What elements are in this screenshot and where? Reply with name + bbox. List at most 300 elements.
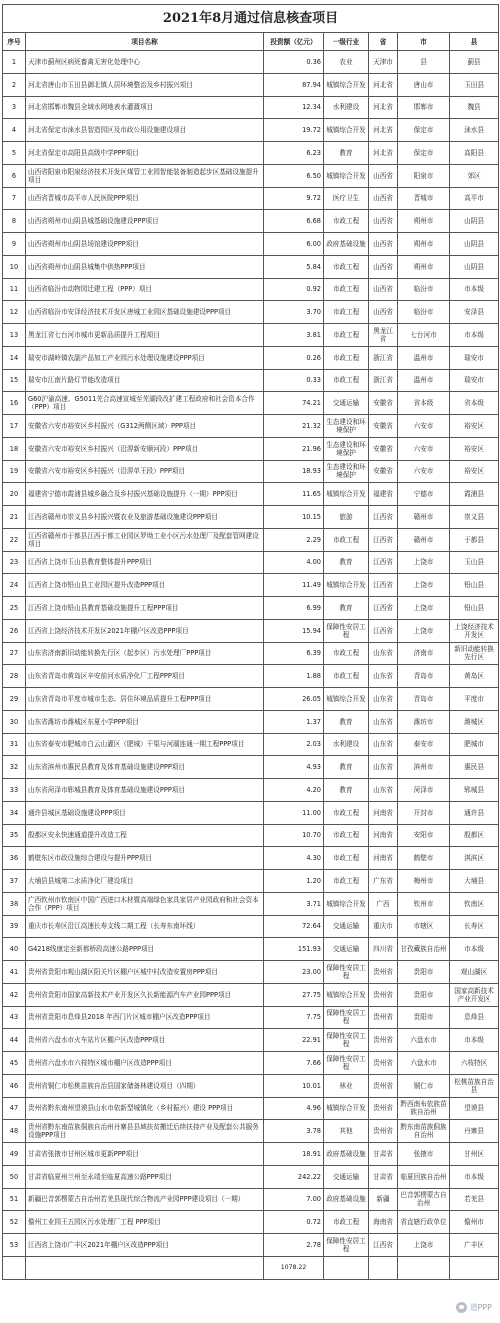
county: 崇义县 [450,506,499,529]
row-index: 51 [3,1188,26,1211]
province: 江西省 [369,1234,398,1257]
city: 保定市 [398,142,450,165]
table-row [3,369,499,392]
row-index: 14 [3,346,26,369]
city: 省直辖行政单位 [398,1211,450,1234]
total-cell-empty [450,1256,499,1279]
row-index: 9 [3,233,26,256]
province: 广西 [369,892,398,915]
city: 临汾市 [398,301,450,324]
table-row [3,597,499,620]
project-name: 山西省晋城市高平市人民医院PPP项目 [26,187,264,210]
row-index: 39 [3,915,26,938]
row-index: 12 [3,301,26,324]
row-index: 25 [3,597,26,620]
province: 江西省 [369,597,398,620]
province: 贵州省 [369,1120,398,1143]
table-row [3,1211,499,1234]
table-row [3,233,499,256]
industry: 市政工程 [324,346,369,369]
investment-amount: 3.78 [264,1120,324,1143]
province: 黑龙江省 [369,324,398,347]
city: 朔州市 [398,233,450,256]
industry: 政府基础设施 [324,1143,369,1166]
province: 贵州省 [369,1052,398,1075]
table-row [3,915,499,938]
table-row [3,938,499,961]
header-cell-index: 序号 [3,33,26,51]
province: 山西省 [369,187,398,210]
industry: 保障性安居工程 [324,961,369,984]
city: 阳泉市 [398,164,450,187]
county: 裕安区 [450,437,499,460]
investment-amount: 18.93 [264,460,324,483]
investment-amount: 2.03 [264,733,324,756]
row-index: 20 [3,483,26,506]
industry: 市政工程 [324,1211,369,1234]
row-index: 35 [3,824,26,847]
row-index: 45 [3,1052,26,1075]
city: 上饶市 [398,551,450,574]
table-row [3,346,499,369]
project-name: 贵州省贵阳市国家高新技术产业开发区久长新能源汽车产业园PPP项目 [26,983,264,1006]
report-sheet [2,4,498,1280]
investment-amount: 15.94 [264,619,324,642]
industry: 保障性安居工程 [324,1006,369,1029]
county: 裕安区 [450,460,499,483]
table-row [3,73,499,96]
province: 贵州省 [369,961,398,984]
table-row [3,779,499,802]
industry: 市政工程 [324,255,369,278]
county: 甘州区 [450,1143,499,1166]
table-row [3,278,499,301]
project-name: 天津市蓟州区病死畜禽无害化处理中心 [26,51,264,74]
investment-amount: 21.32 [264,415,324,438]
row-index: 21 [3,506,26,529]
row-index: 3 [3,96,26,119]
row-index: 30 [3,710,26,733]
industry: 教育 [324,710,369,733]
province: 福建省 [369,483,398,506]
investment-amount: 1.20 [264,870,324,893]
project-name: 通许县城区基础设施建设PPP项目 [26,801,264,824]
header-cell-city: 市 [398,33,450,51]
row-index: 40 [3,938,26,961]
header-cell-industry: 一级行业 [324,33,369,51]
total-cell-empty [369,1256,398,1279]
table-row [3,1165,499,1188]
table-row [3,1120,499,1143]
table-row [3,142,499,165]
industry: 旅游 [324,506,369,529]
table-row [3,1188,499,1211]
project-name: 河北省保定市涞水县智造园区及市政公用设施建设项目 [26,119,264,142]
county: 瑞安市 [450,369,499,392]
wechat-icon [456,1302,467,1313]
project-name: 江西省赣州市崇义县乡村振兴暨农业及旅游基础设施建设PPP项目 [26,506,264,529]
investment-amount: 19.72 [264,119,324,142]
county: 玉山县 [450,551,499,574]
total-cell-empty [324,1256,369,1279]
table-row [3,642,499,665]
investment-amount: 21.96 [264,437,324,460]
province: 贵州省 [369,1074,398,1097]
table-row [3,961,499,984]
investment-amount: 23.00 [264,961,324,984]
row-index: 46 [3,1074,26,1097]
county: 平度市 [450,688,499,711]
investment-amount: 4.93 [264,756,324,779]
city: 泰安市 [398,733,450,756]
county: 松桃苗族自治县 [450,1074,499,1097]
industry: 医疗卫生 [324,187,369,210]
table-row [3,1234,499,1257]
row-index: 28 [3,665,26,688]
province: 山西省 [369,301,398,324]
province: 甘肃省 [369,1143,398,1166]
city: 钦州市 [398,892,450,915]
project-name: 山西省临汾市动物园迁建工程（PPP）项目 [26,278,264,301]
project-name: 山东省滨州市惠民县教育及体育基础设施建设PPP项目 [26,756,264,779]
city: 临夏回族自治州 [398,1165,450,1188]
project-name: 山东省菏泽市郓城县教育及体育基础设施建设PPP项目 [26,779,264,802]
project-name: 福建省宁德市霞浦县城乡融合及乡村振兴基础设施提升（一期）PPP项目 [26,483,264,506]
row-index: 18 [3,437,26,460]
investment-amount: 2.78 [264,1234,324,1257]
county: 市本级 [450,324,499,347]
row-index: 37 [3,870,26,893]
province: 河北省 [369,119,398,142]
project-name: G60沪渝高速、G5011芜合高速宣城至芜湖段改扩建工程政府和社会资本合作（PPP）项目 [26,392,264,415]
project-name: 江西省上饶市广丰区2021年棚户区改造PPP项目 [26,1234,264,1257]
project-name: 贵州省黔东南州望谟县山水市依新型城镇化（乡村振兴）建设 PPP项目 [26,1097,264,1120]
header-cell-county: 县 [450,33,499,51]
project-name: 山西省朔州市山阴县场馆建设PPP项目 [26,233,264,256]
project-name: 重庆市长寿区沿江高速长寿支线二期工程（长寿东南环线） [26,915,264,938]
table-row [3,301,499,324]
investment-amount: 4.20 [264,779,324,802]
city: 七台河市 [398,324,450,347]
investment-amount: 10.01 [264,1074,324,1097]
table-row [3,51,499,74]
city: 巴音郭楞蒙古自治州 [398,1188,450,1211]
city: 六安市 [398,415,450,438]
project-name: 河北省邯郸市魏县全域水网地表水灌溉项目 [26,96,264,119]
table-row [3,1006,499,1029]
table-row [3,1052,499,1075]
row-index: 47 [3,1097,26,1120]
row-index: 33 [3,779,26,802]
investment-amount: 6.68 [264,210,324,233]
county: 潍城区 [450,710,499,733]
county: 六枝特区 [450,1052,499,1075]
table-row [3,847,499,870]
row-index: 34 [3,801,26,824]
county: 省本级 [450,392,499,415]
county: 广丰区 [450,1234,499,1257]
investment-amount: 3.71 [264,892,324,915]
industry: 市政工程 [324,369,369,392]
table-row [3,756,499,779]
city: 潍坊市 [398,710,450,733]
total-investment: 1078.22 [264,1256,324,1279]
city: 市辖区 [398,915,450,938]
city: 济南市 [398,642,450,665]
table-row [3,119,499,142]
city: 赣州市 [398,506,450,529]
investment-amount: 242.22 [264,1165,324,1188]
industry: 保障性安居工程 [324,1052,369,1075]
project-name: 江西省赣州市于都县江西于都工业园区罗坳工业小区污水处理厂及配套管网建设项目 [26,528,264,551]
project-name: 山西省临汾市安泽经济技术开发区唐城工业园区基础设施建设PPP项目 [26,301,264,324]
province: 甘肃省 [369,1165,398,1188]
county: 蓟县 [450,51,499,74]
industry: 市政工程 [324,301,369,324]
city: 唐山市 [398,73,450,96]
province: 安徽省 [369,460,398,483]
province: 山西省 [369,278,398,301]
province: 河北省 [369,96,398,119]
total-cell-empty [26,1256,264,1279]
investment-amount: 2.29 [264,528,324,551]
investment-amount: 22.91 [264,1029,324,1052]
county: 涞水县 [450,119,499,142]
project-name: 山东省青岛市平度市城市生态、居住环境品质提升工程PPP项目 [26,688,264,711]
industry: 保障性安居工程 [324,1234,369,1257]
table-row [3,324,499,347]
table-row [3,392,499,415]
province: 安徽省 [369,415,398,438]
industry: 生态建设和环境保护 [324,415,369,438]
investment-amount: 10.70 [264,824,324,847]
table-row [3,187,499,210]
city: 上饶市 [398,574,450,597]
city: 菏泽市 [398,779,450,802]
industry: 生态建设和环境保护 [324,437,369,460]
table-row [3,415,499,438]
project-name: 新疆巴音郭楞蒙古自治州若羌县现代综合物流产业园PPP建设项目（一期） [26,1188,264,1211]
row-index: 13 [3,324,26,347]
project-name: 山西省朔州市山阴县城集中供热PPP项目 [26,255,264,278]
investment-amount: 12.34 [264,96,324,119]
industry: 教育 [324,551,369,574]
investment-amount: 0.36 [264,51,324,74]
table-row [3,824,499,847]
header-cell-province: 省 [369,33,398,51]
industry: 农业 [324,51,369,74]
industry: 教育 [324,756,369,779]
province: 河北省 [369,142,398,165]
row-index: 6 [3,164,26,187]
row-index: 52 [3,1211,26,1234]
project-name: 江西省上饶经济技术开发区2021年棚户区改造PPP项目 [26,619,264,642]
investment-amount: 3.81 [264,324,324,347]
project-name: 瑞安市湖岭镇农副产品加工产业园污水处理设施建设PPP项目 [26,346,264,369]
table-row [3,801,499,824]
project-name: 安徽省六安市裕安区乡村振兴（沿淠单王段）PPP项目 [26,460,264,483]
total-row [3,1256,499,1279]
table-row [3,506,499,529]
city: 朔州市 [398,255,450,278]
city: 安阳市 [398,824,450,847]
county: 于都县 [450,528,499,551]
watermark [456,1302,492,1313]
county: 通许县 [450,801,499,824]
row-index: 1 [3,51,26,74]
project-name: 河北省保定市高阳县高级中学PPP项目 [26,142,264,165]
table-row [3,483,499,506]
city: 温州市 [398,346,450,369]
row-index: 48 [3,1120,26,1143]
row-index: 10 [3,255,26,278]
row-index: 15 [3,369,26,392]
province: 山东省 [369,756,398,779]
project-name: 江西省上饶市玉山县教育整体提升PPP项目 [26,551,264,574]
county: 山阴县 [450,255,499,278]
industry: 市政工程 [324,801,369,824]
industry: 城镇综合开发 [324,688,369,711]
row-index: 8 [3,210,26,233]
city: 青岛市 [398,688,450,711]
county: 丹寨县 [450,1120,499,1143]
province: 江西省 [369,528,398,551]
table-row [3,1143,499,1166]
project-name: 贵州省贵阳市观山湖区阳关片区棚户区城中村改造安置房PPP项目 [26,961,264,984]
city: 赣州市 [398,528,450,551]
province: 山东省 [369,710,398,733]
county: 市本级 [450,938,499,961]
province: 海南省 [369,1211,398,1234]
county: 惠民县 [450,756,499,779]
project-name: 江西省上饶市铅山县教育基础设施提升工程PPP项目 [26,597,264,620]
row-index: 43 [3,1006,26,1029]
industry: 市政工程 [324,528,369,551]
county: 霞浦县 [450,483,499,506]
table-row [3,983,499,1006]
table-row [3,574,499,597]
table-title: 2021年8月通过信息核查项目 [3,5,499,33]
investment-amount: 7.75 [264,1006,324,1029]
county: 玉田县 [450,73,499,96]
row-index: 50 [3,1165,26,1188]
industry: 市政工程 [324,324,369,347]
province: 河南省 [369,824,398,847]
investment-amount: 151.93 [264,938,324,961]
city: 六盘水市 [398,1029,450,1052]
table-row [3,710,499,733]
city: 贵阳市 [398,1006,450,1029]
investment-amount: 9.72 [264,187,324,210]
industry: 城镇综合开发 [324,892,369,915]
county: 郓城县 [450,779,499,802]
county: 新旧动能转换先行区 [450,642,499,665]
county: 市本级 [450,1029,499,1052]
project-name: 殷都区安永快速通道提升改造工程 [26,824,264,847]
city: 铜仁市 [398,1074,450,1097]
city: 县 [398,51,450,74]
city: 省本级 [398,392,450,415]
row-index: 31 [3,733,26,756]
province: 浙江省 [369,369,398,392]
project-name: 山东省泰安市肥城市白云山灌区（肥城）干渠与河湖连通一期工程PPP项目 [26,733,264,756]
industry: 交通运输 [324,938,369,961]
table-row [3,96,499,119]
province: 浙江省 [369,346,398,369]
province: 贵州省 [369,983,398,1006]
table-row [3,1029,499,1052]
row-index: 7 [3,187,26,210]
province: 江西省 [369,551,398,574]
investment-amount: 7.66 [264,1052,324,1075]
industry: 林业 [324,1074,369,1097]
table-row [3,665,499,688]
industry: 保障性安居工程 [324,619,369,642]
total-cell-empty [3,1256,26,1279]
county: 大埔县 [450,870,499,893]
province: 山东省 [369,642,398,665]
table-row [3,688,499,711]
table-row [3,164,499,187]
city: 甘孜藏族自治州 [398,938,450,961]
industry: 城镇综合开发 [324,73,369,96]
investment-amount: 11.00 [264,801,324,824]
county: 市本级 [450,278,499,301]
table-row [3,255,499,278]
row-index: 26 [3,619,26,642]
row-index: 23 [3,551,26,574]
investment-amount: 1.37 [264,710,324,733]
province: 江西省 [369,574,398,597]
investment-amount: 4.30 [264,847,324,870]
industry: 水利建设 [324,96,369,119]
industry: 城镇综合开发 [324,483,369,506]
total-cell-empty [398,1256,450,1279]
industry: 市政工程 [324,847,369,870]
investment-amount: 74.21 [264,392,324,415]
row-index: 41 [3,961,26,984]
county: 高阳县 [450,142,499,165]
project-name: 河北省唐山市玉田县御北镇人居环境整治及乡村振兴项目 [26,73,264,96]
industry: 政府基础设施 [324,1188,369,1211]
project-name: 山东省青岛市黄岛区辛安前河水质净化厂工程PPP项目 [26,665,264,688]
city: 温州市 [398,369,450,392]
industry: 政府基础设施 [324,233,369,256]
city: 六安市 [398,437,450,460]
row-index: 16 [3,392,26,415]
county: 望谟县 [450,1097,499,1120]
county: 息烽县 [450,1006,499,1029]
province: 山东省 [369,665,398,688]
project-name: 安徽省六安市裕安区乡村振兴（沿淠新安顺河段）PPP项目 [26,437,264,460]
industry: 市政工程 [324,870,369,893]
county: 山阴县 [450,210,499,233]
industry: 教育 [324,779,369,802]
county: 铅山县 [450,597,499,620]
province: 四川省 [369,938,398,961]
city: 晋城市 [398,187,450,210]
investment-amount: 11.49 [264,574,324,597]
investment-amount: 6.99 [264,597,324,620]
watermark-text: 道PPP [469,1303,492,1312]
province: 河南省 [369,847,398,870]
county: 黄岛区 [450,665,499,688]
province: 贵州省 [369,1029,398,1052]
project-name: 贵州省六盘水市火车站片区棚户区改造PPP项目 [26,1029,264,1052]
investment-amount: 6.50 [264,164,324,187]
investment-amount: 3.70 [264,301,324,324]
header-cell-investment: 投资额（亿元） [264,33,324,51]
